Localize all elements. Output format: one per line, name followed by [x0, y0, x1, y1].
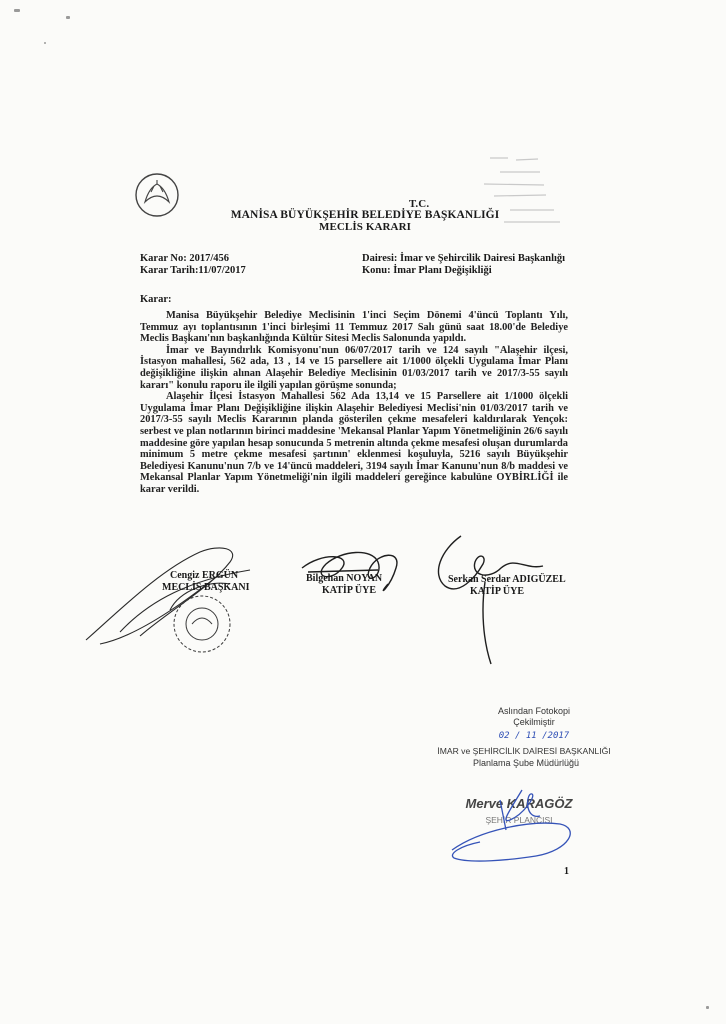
- signature-role-clerk-1: KATİP ÜYE: [322, 585, 376, 596]
- signature-role-clerk-2: KATİP ÜYE: [470, 586, 524, 597]
- paragraph-decision: Alaşehir İlçesi İstasyon Mahallesi 562 Ada 13,14 ve 15 Parsellere ait 1/1000 ölçekli Uygulama İmar Planı Değişikliğine ilişkin Alaşehir Belediyesi Meclisi'nin 01/03/2017 tarih ve 2017/3-55 sayılı Meclis Kararının planda gösterilen çekme mesafeleri kaldırılarak Yençok: serbest ve plan notlarının birinci maddesine 'Mekansal Planlar Yapım Yönetmeliğinin 26/6 sayılı maddesine göre yapılan hesap sonucunda 5 metrenin altında çekme mesafesi oluşan durumlarda minimum 5 metre çekme mesafesi şartının' eklenmesi koşuluyla, 5216 sayılı Büyükşehir Belediyesi Kanunu'nun 7/b ve 14'üncü maddeleri, 3194 sayılı İmar Kanunu'nun 8/b maddesi ve Mekansal Planlar Yapım Yönetmeliği'nin ilgili maddeleri gereğince kabulüne OYBİRLİĞİ ile karar verildi.: [140, 391, 568, 495]
- certification-date: 02 / 11 /2017: [498, 731, 570, 741]
- signature-name-president: Cengiz ERGÜN: [170, 570, 239, 581]
- header-document-type: MECLİS KARARI: [318, 221, 412, 233]
- scan-speck: [706, 1006, 709, 1009]
- certification-line-1: Aslından Fotokopi: [497, 706, 571, 716]
- signature-role-president: MECLİS BAŞKANI: [162, 582, 250, 593]
- certification-name: Merve KARAGÖZ: [465, 796, 573, 811]
- decision-number: Karar No: 2017/456: [140, 253, 230, 264]
- department: Dairesi: İmar ve Şehircilik Dairesi Başkanlığı: [362, 253, 566, 264]
- signature-name-clerk-2: Serkan Serdar ADIGÜZEL: [448, 574, 566, 585]
- header-institution: MANİSA BÜYÜKŞEHİR BELEDİYE BAŞKANLIĞI: [230, 209, 500, 221]
- decision-label: Karar:: [140, 294, 172, 305]
- signature-scribble-clerk-2: [425, 530, 565, 670]
- certification-department: İMAR ve ŞEHİRCİLİK DAİRESİ BAŞKANLIĞI: [437, 746, 611, 756]
- certification-title: ŞEHİR PLANCISI: [485, 815, 553, 825]
- official-seal: [160, 588, 250, 658]
- signature-name-clerk-1: Bilgehan NOYAN: [306, 573, 383, 584]
- header-tc: T.C.: [408, 198, 430, 210]
- certification-line-2: Çekilmiştir: [513, 717, 555, 727]
- scan-speck: [14, 9, 20, 12]
- signature-scribble-certifier: [440, 780, 590, 870]
- scan-speck: [44, 42, 46, 44]
- certification-unit: Planlama Şube Müdürlüğü: [472, 758, 580, 768]
- paragraph-session: Manisa Büyükşehir Belediye Meclisinin 1'inci Seçim Dönemi 4'üncü Toplantı Yılı, Temmuz ayı toplantısının 1'inci birleşimi 11 Temmuz 2017 Salı günü saat 18.00'de Belediye Meclis Başkanı'nın başkanlığında Kültür Sitesi Meclis Salonunda yapıldı.: [140, 310, 568, 345]
- decision-date: Karar Tarih:11/07/2017: [140, 265, 246, 276]
- paragraph-commission: İmar ve Bayındırlık Komisyonu'nun 06/07/2017 tarih ve 124 sayılı "Alaşehir ilçesi, İstasyon mahallesi, 562 ada, 13 , 14 ve 15 parsellere ait 1/1000 ölçekli Uygulama İmar Planı değişikliğine ilişkin alınan Alaşehir Belediye Meclisinin 01/03/2017 tarih ve 2017/3-55 sayılı kararı" konulu raporu ile ilgili yapılan görüşme sonunda;: [140, 344, 568, 391]
- page-number: 1: [564, 866, 569, 877]
- subject: Konu: İmar Planı Değişikliği: [362, 265, 492, 276]
- scan-speck: [66, 16, 70, 19]
- decision-body: [140, 310, 568, 496]
